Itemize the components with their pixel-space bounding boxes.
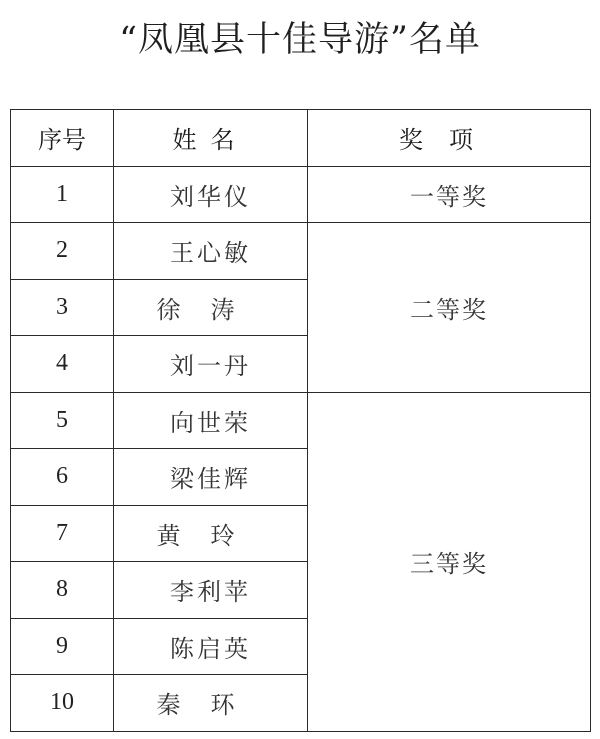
award-third: 三等奖 [308,392,591,731]
row-number: 9 [11,618,114,675]
row-number: 10 [11,675,114,732]
row-name: 徐涛 [114,279,308,336]
header-award: 奖项 [308,110,591,167]
row-name: 刘华仪 [114,166,308,223]
row-number: 5 [11,392,114,449]
row-number: 2 [11,223,114,280]
row-name: 梁佳辉 [114,449,308,506]
row-number: 3 [11,279,114,336]
award-second: 二等奖 [308,223,591,393]
table-row [11,166,591,223]
row-name: 向世荣 [114,392,308,449]
row-name: 秦环 [114,675,308,732]
row-number: 1 [11,166,114,223]
award-roster-table [10,109,591,732]
table-header-row [11,110,591,167]
row-number: 4 [11,336,114,393]
row-number: 8 [11,562,114,619]
row-name: 李利苹 [114,562,308,619]
award-first: 一等奖 [308,166,591,223]
header-number: 序号 [11,110,114,167]
row-name: 陈启英 [114,618,308,675]
header-name: 姓名 [114,110,308,167]
row-name: 王心敏 [114,223,308,280]
page-title: “凤凰县十佳导游”名单 [119,20,481,60]
row-number: 6 [11,449,114,506]
table-row [11,223,591,280]
table-row [11,392,591,449]
row-name: 刘一丹 [114,336,308,393]
row-number: 7 [11,505,114,562]
row-name: 黄玲 [114,505,308,562]
